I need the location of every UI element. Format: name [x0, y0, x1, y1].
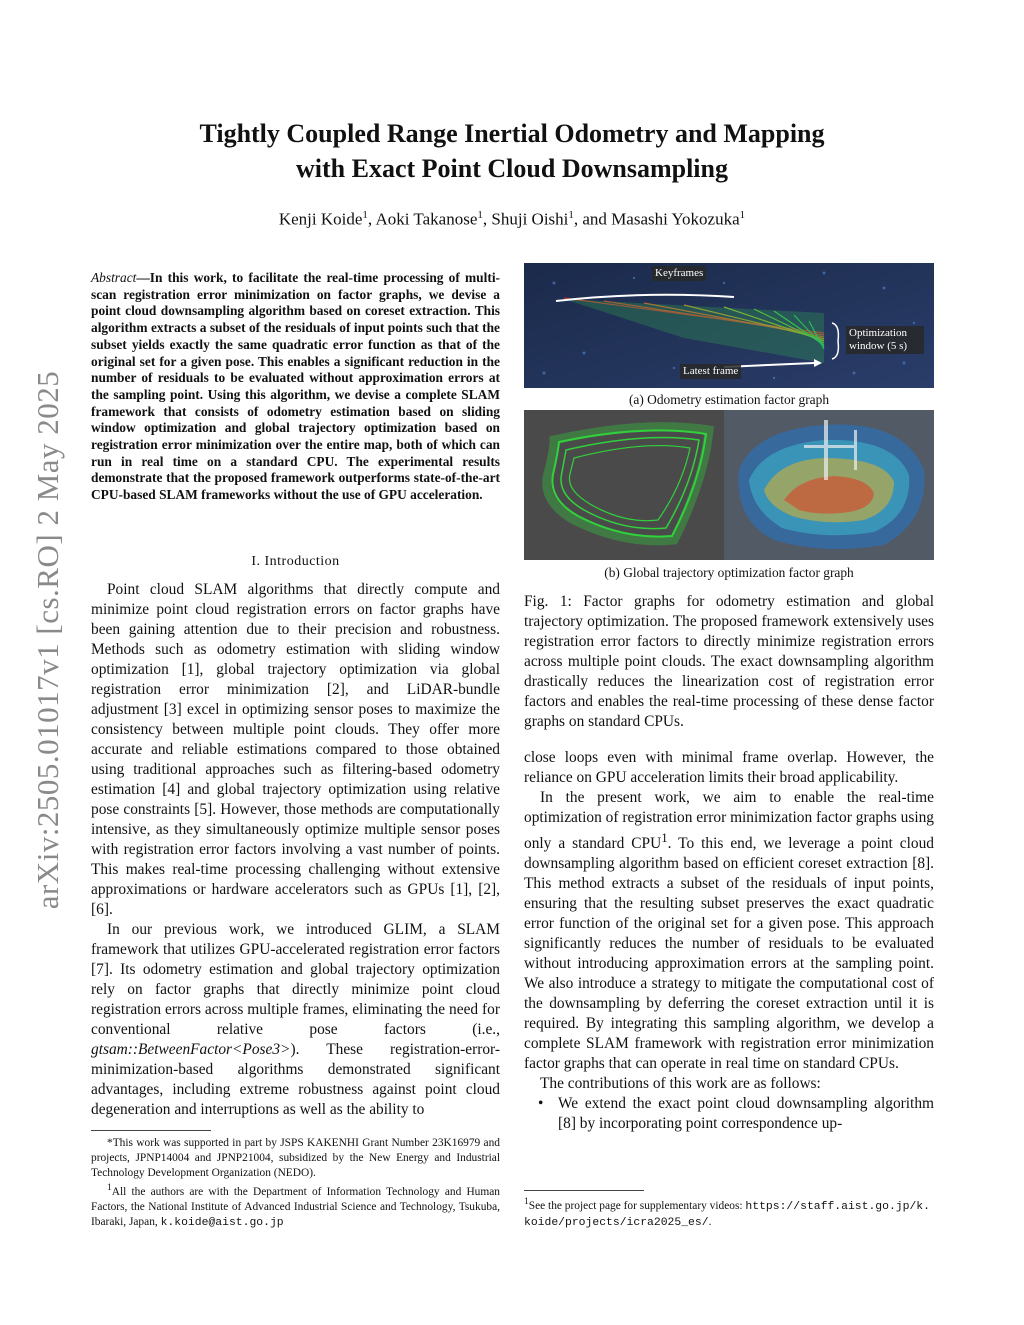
abstract-text: —In this work, to facilitate the real-time processing of multi-scan registration error minimization on factor graphs, we devise a point cloud downsampling algorithm based on coreset extraction. This algorithm extracts a subset of the residuals of input points such that the subset yields exactly the same quadratic error function as that of the original set for a given pose. This enables a significant reduction in the number of residuals to be evaluated without approximation errors at the sampling point. Using this algorithm, we devise a complete SLAM framework that consists of odometry estimation based on sliding window optimization and global trajectory optimization based on registration error minimization over the entire map, both of which can run in real time on a standard CPU. The experimental results demonstrate that the proposed framework outperforms state-of-the-art CPU-based SLAM frameworks without the use of GPU acceleration.	[91, 270, 500, 503]
right-column-body	[524, 748, 934, 1134]
global-map-image	[524, 410, 934, 560]
paragraph-text: In our previous work, we introduced GLIM, a SLAM framework that utilizes GPU-accelerated registration error factors [7]. Its odometry estimation and global trajectory optimization rely on factor graphs that directly minimize point cloud registration errors across multiple frames, eliminating the need for conventional relative pose factors (i.e.,	[91, 921, 500, 1038]
author-name: Shuji Oishi	[491, 209, 569, 229]
author-separator: , and	[573, 209, 612, 229]
title-line-1: Tightly Coupled Range Inertial Odometry and Mapping	[199, 119, 825, 148]
affiliation-text: All the authors are with the Department of Information Technology and Human Factors, the National Institute of Advanced Industrial Science and Technology, Tsukuba, Ibaraki, Japan,	[91, 1185, 500, 1228]
figure-global-optimization-factor-graph	[524, 410, 934, 560]
author-email: k.koide@aist.go.jp	[160, 1216, 284, 1229]
latest-frame-label: Latest frame	[680, 364, 741, 379]
author-affiliation: 1	[362, 209, 368, 221]
introduction-body	[91, 580, 500, 1120]
paragraph: Point cloud SLAM algorithms that directly compute and minimize point cloud registration errors on factor graphs have been gaining attention due to their precision and robustness. Methods such as odometry estimation with sliding window optimization [1], global trajectory optimization via global registration error minimization [2], and LiDAR-bundle adjustment [3] excel in optimizing sensor poses to maximize the consistency between multiple point clouds. They offer more accurate and reliable estimations compared to those obtained using traditional approaches such as filtering-based odometry estimation [4] and global trajectory optimization using relative pose constraints [5]. However, those methods are computationally intensive, as they simultaneously optimize multiple sensor poses with registration error factors involving a vast number of points. This makes real-time processing challenging without extensive approximations or hardware accelerators such as GPUs [1], [2], [6].	[91, 581, 500, 918]
section-heading-introduction: I. Introduction	[251, 554, 340, 569]
paragraph	[524, 788, 934, 1074]
footnote-mark: 1	[107, 1183, 112, 1193]
paragraph-text: In the present work, we aim to enable the real-time optimization of registration error minimization factor graphs using only a standard CPU	[524, 789, 934, 853]
author-affiliation: 1	[477, 209, 483, 221]
author-name: Kenji Koide	[278, 209, 363, 229]
footnote-end: .	[708, 1215, 712, 1228]
paragraph: close loops even with minimal frame overlap. However, the reliance on GPU acceleration limits their broad applicability.	[524, 749, 934, 786]
footnote-right	[524, 1195, 934, 1231]
paper-title	[120, 116, 904, 186]
project-url-link[interactable]: https://staff.aist.go.jp/k.koide/projects/icra2025_es/	[524, 1200, 930, 1229]
paragraph-text: ). These registration-error-minimization-based algorithms demonstrated significant advantages, including extreme robustness against point cloud degeneration and interruptions as well as the ability to	[91, 1041, 500, 1118]
keyframes-label: Keyframes	[652, 266, 706, 281]
figure-odometry-factor-graph	[524, 263, 934, 388]
subfigure-caption-b: (b) Global trajectory optimization factor graph	[604, 565, 854, 580]
paragraph	[91, 920, 500, 1120]
optimization-window-label: Optimization window (5 s)	[846, 326, 924, 354]
affiliation-footnote	[91, 1181, 500, 1231]
footnote-mark: 1	[524, 1197, 529, 1207]
author-affiliation: 1	[568, 209, 574, 221]
title-line-2: with Exact Point Cloud Downsampling	[296, 154, 728, 183]
footnote-divider	[91, 1130, 211, 1131]
author-affiliation: 1	[739, 209, 746, 221]
subfigure-caption-a: (a) Odometry estimation factor graph	[628, 392, 830, 407]
funding-footnote: *This work was supported in part by JSPS KAKENHI Grant Number 23K16979 and projects, JPNP14004 and JPNP21004, subsidized by the New Energy and Industrial Technology Development Organization (NEDO).	[91, 1137, 500, 1179]
abstract-label: Abstract	[91, 270, 137, 285]
footnote-mark: 1	[661, 831, 668, 845]
code-reference: gtsam::BetweenFactor<Pose3>	[91, 1041, 291, 1058]
contribution-text: We extend the exact point cloud downsampling algorithm [8] by incorporating point correspondence up-	[558, 1095, 934, 1133]
author-separator: ,	[482, 209, 492, 229]
abstract	[91, 270, 500, 504]
bullet-icon: •	[538, 1095, 544, 1113]
arxiv-id: arXiv:2505.01017v1 [cs.RO] 2 May 2025	[30, 370, 65, 910]
author-separator: ,	[367, 209, 376, 229]
author-list	[120, 209, 904, 230]
contribution-item	[524, 1094, 934, 1134]
paragraph-text: . To this end, we leverage a point cloud downsampling algorithm based on efficient coreset extraction [8]. This method extracts a subset of the residuals of input points, ensuring that the resulting subset preserves the exact quadratic error function of the original set for a given pose. This approach significantly reduces the number of residuals to be evaluated without introducing approximation errors at the sampling point. We also introduce a strategy to mitigate the computational cost of the downsampling by deferring the coreset extraction until it is required. By integrating this sampling algorithm, we develop a complete SLAM framework with registration error minimization factor graphs that can operate in real time on standard CPUs.	[524, 835, 934, 1073]
author-name: Masashi Yokozuka	[611, 209, 740, 229]
figure-caption: Fig. 1: Factor graphs for odometry estimation and global trajectory optimization. The proposed framework extensively uses registration error factors to directly minimize registration errors across multiple point clouds. The exact downsampling algorithm drastically reduces the linearization cost of registration error factors and enables the real-time processing of these dense factor graphs on standard CPUs.	[524, 593, 934, 730]
arxiv-stamp	[28, 350, 68, 930]
footnotes-left	[91, 1136, 500, 1231]
footnote-divider	[524, 1190, 644, 1191]
footnote-text: See the project page for supplementary videos:	[528, 1199, 746, 1212]
paragraph: The contributions of this work are as follows:	[540, 1075, 821, 1093]
author-name: Aoki Takanose	[375, 209, 478, 229]
